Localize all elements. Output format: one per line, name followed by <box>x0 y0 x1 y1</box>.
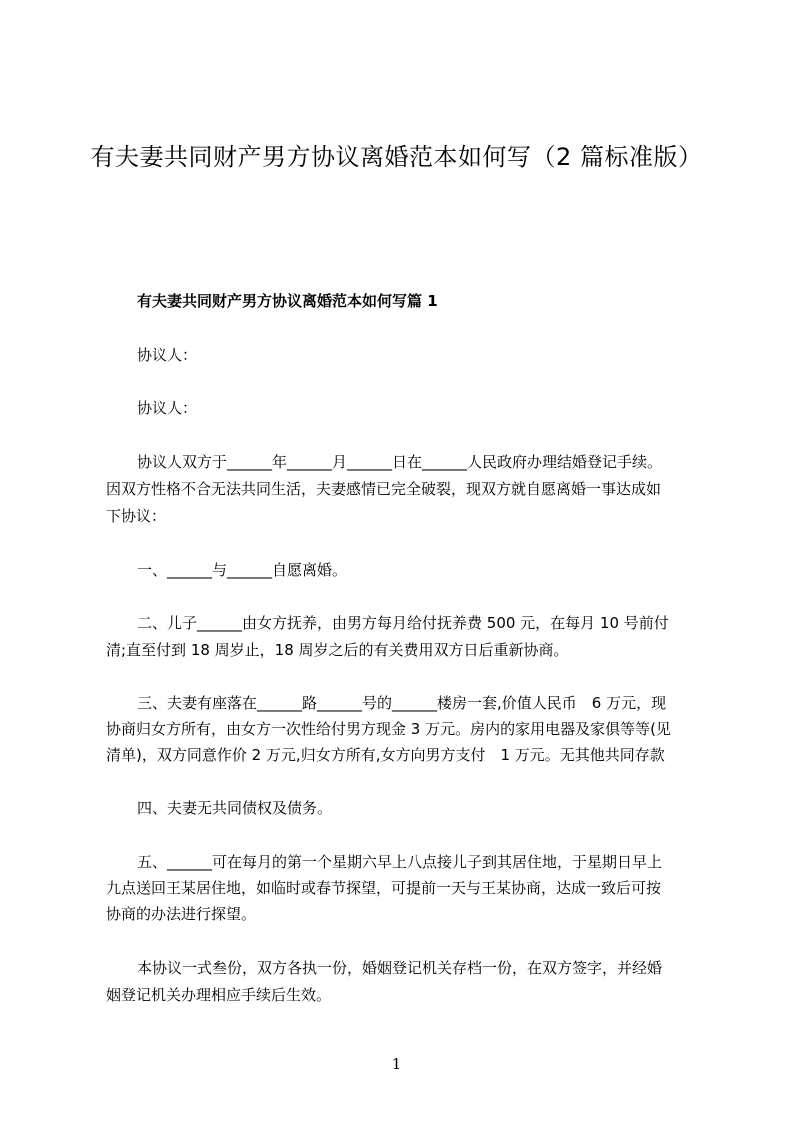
intro-line-1: 协议人双方于______年______月______日在______人民政府办理结婚登记手续。 <box>137 453 663 471</box>
clause-4-line-1: 四、夫妻无共同债权及债务。 <box>137 799 333 817</box>
page-number: 1 <box>391 1055 402 1073</box>
closing-line-2: 姻登记机关办理相应手续后生效。 <box>106 986 332 1004</box>
clause-2-line-1: 二、儿子______由女方抚养，由男方每月给付抚养费 500 元，在每月 10 号前付 <box>137 614 669 632</box>
clause-5-line-1: 五、______可在每月的第一个星期六早上八点接儿子到其居住地，于星期日早上 <box>137 853 663 871</box>
clause-3-line-1: 三、夫妻有座落在______路______号的______楼房一套,价值人民币 6 万元，现 <box>137 694 667 712</box>
document-title: 有夫妻共同财产男方协议离婚范本如何写（2 篇标准版） <box>90 143 703 171</box>
party-line-2: 协议人： <box>137 399 198 417</box>
clause-1-line-1: 一、______与______自愿离婚。 <box>137 561 348 579</box>
clause-5-line-3: 协商的办法进行探望。 <box>106 905 257 923</box>
clause-3-line-3: 清单)，双方同意作价 2 万元,归女方所有,女方向男方支付 1 万元。无其他共同存款 <box>106 746 665 764</box>
clause-2-line-2: 清;直至付到 18 周岁止，18 周岁之后的有关费用双方日后重新协商。 <box>106 641 569 659</box>
clause-5-line-2: 九点送回王某居住地，如临时或春节探望，可提前一天与王某协商，达成一致后可按 <box>106 879 662 897</box>
section-title: 有夫妻共同财产男方协议离婚范本如何写篇 1 <box>137 292 438 310</box>
intro-line-2: 因双方性格不合无法共同生活，夫妻感情已完全破裂，现双方就自愿离婚一事达成如 <box>106 480 662 498</box>
closing-line-1: 本协议一式叁份，双方各执一份，婚姻登记机关存档一份，在双方签字，并经婚 <box>137 959 663 977</box>
clause-3-line-2: 协商归女方所有，由女方一次性给付男方现金 3 万元。房内的家用电器及家俱等等(见 <box>106 720 671 738</box>
intro-line-3: 下协议： <box>106 507 167 525</box>
party-line-1: 协议人： <box>137 346 198 364</box>
